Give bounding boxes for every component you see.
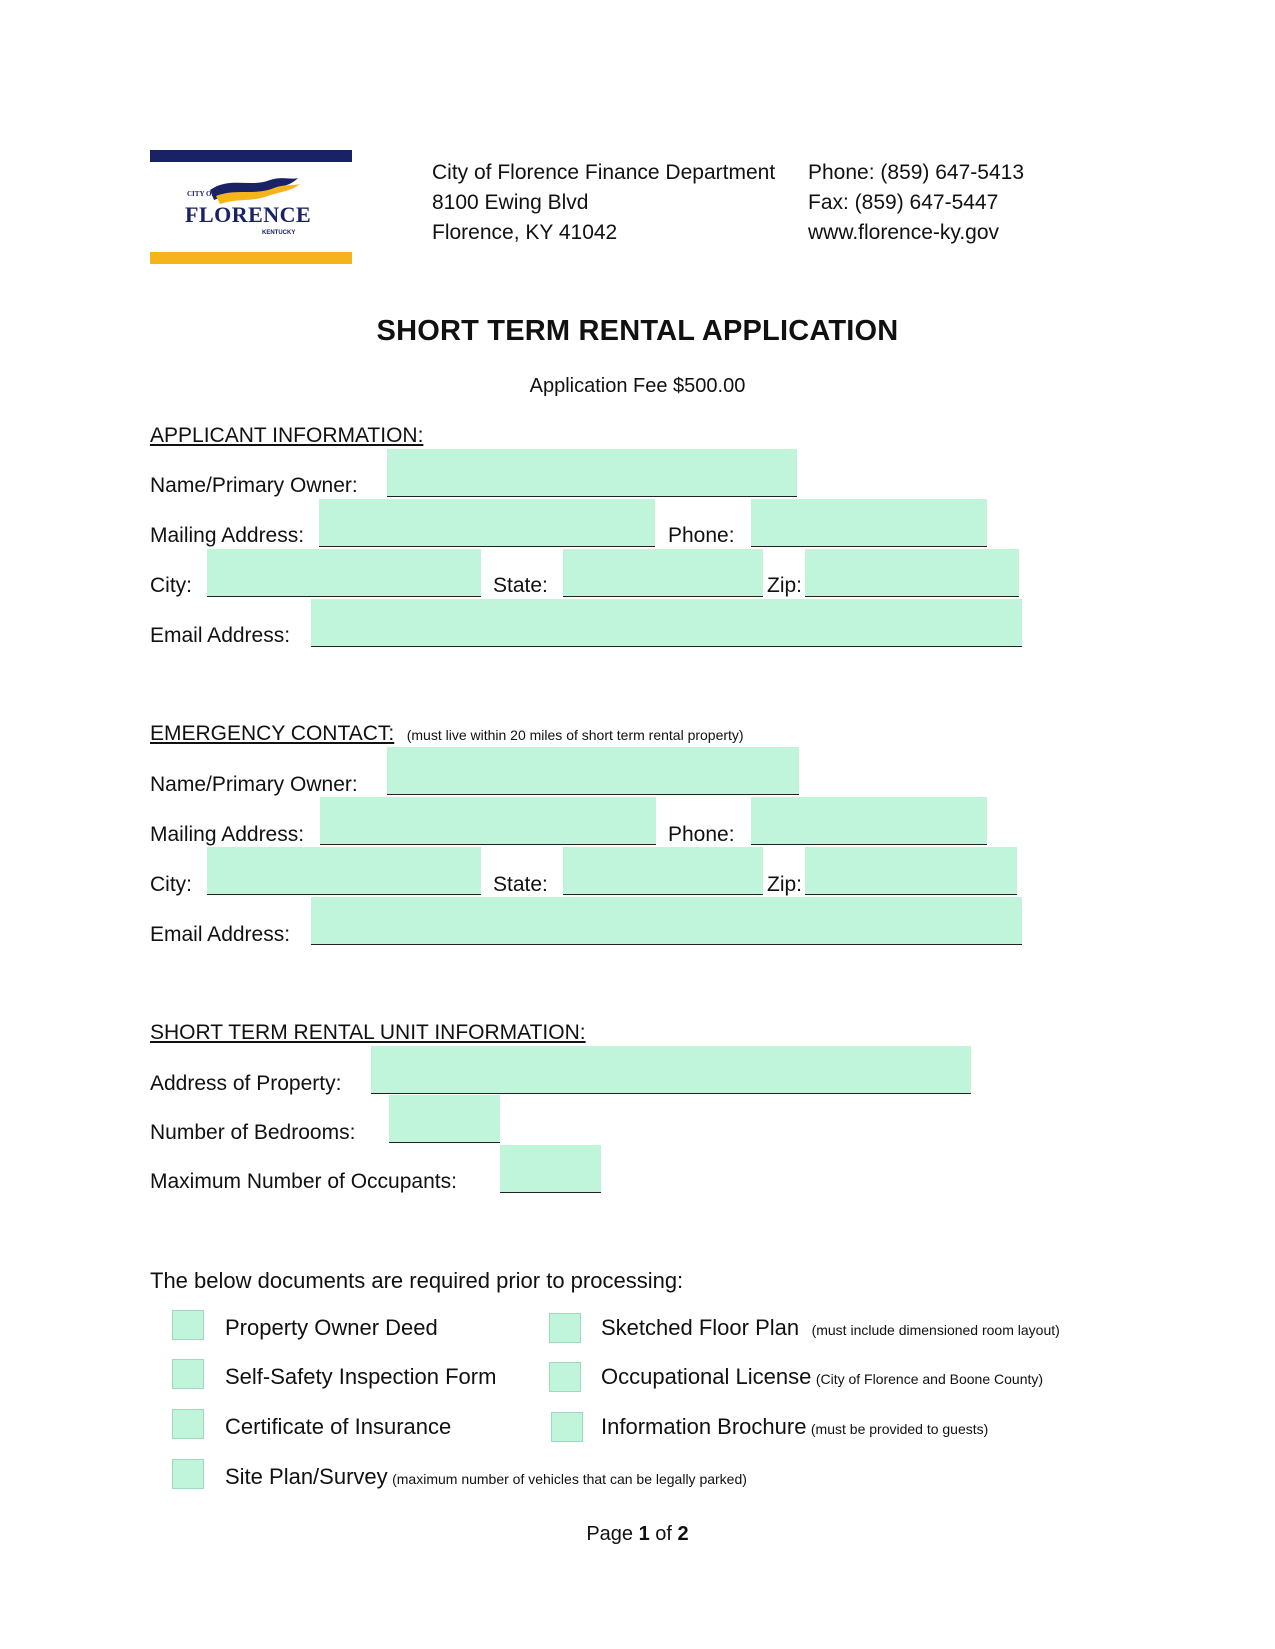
site-plan-note: (maximum number of vehicles that can be legally parked)	[392, 1471, 747, 1487]
emergency-city-input[interactable]	[207, 847, 481, 895]
emergency-zip-label: Zip:	[767, 873, 803, 896]
application-fee: Application Fee $500.00	[529, 375, 746, 397]
occupational-license-note: (City of Florence and Boone County)	[815, 1371, 1044, 1387]
page-total: 2	[677, 1523, 689, 1545]
bedrooms-label: Number of Bedrooms:	[150, 1121, 356, 1144]
occupants-input[interactable]	[500, 1145, 601, 1193]
page-title: SHORT TERM RENTAL APPLICATION	[376, 315, 899, 347]
emergency-note: (must live within 20 miles of short term rental property)	[406, 727, 744, 743]
applicant-email-input[interactable]	[311, 599, 1022, 647]
floor-plan-note: (must include dimensioned room layout)	[811, 1322, 1060, 1338]
floor-plan-checkbox[interactable]	[549, 1313, 581, 1343]
floor-plan-label: Sketched Floor Plan	[601, 1315, 800, 1340]
emergency-city-label: City:	[150, 873, 192, 896]
department-address-block	[432, 158, 775, 248]
property-address-label: Address of Property:	[150, 1072, 342, 1095]
safety-inspection-label: Self-Safety Inspection Form	[225, 1364, 497, 1389]
page-current: 1	[638, 1523, 650, 1545]
emergency-heading: EMERGENCY CONTACT:	[150, 722, 395, 745]
site-plan-checkbox[interactable]	[172, 1459, 204, 1489]
floor-plan-row	[601, 1315, 1060, 1341]
occupational-license-checkbox[interactable]	[549, 1362, 581, 1392]
site-plan-label: Site Plan/Survey	[225, 1464, 388, 1489]
applicant-state-input[interactable]	[563, 549, 763, 597]
page-word: Page	[586, 1523, 634, 1545]
logo-top-bar	[150, 150, 352, 162]
svg-text:FLORENCE: FLORENCE	[185, 202, 312, 227]
of-word: of	[655, 1523, 672, 1545]
contact-block	[808, 158, 1024, 248]
property-address-input[interactable]	[371, 1046, 971, 1094]
applicant-phone-input[interactable]	[751, 499, 987, 547]
unit-heading: SHORT TERM RENTAL UNIT INFORMATION:	[150, 1021, 586, 1044]
phone-text: Phone: (859) 647-5413	[808, 161, 1024, 184]
emergency-phone-input[interactable]	[751, 797, 987, 845]
occupants-label: Maximum Number of Occupants:	[150, 1170, 457, 1193]
emergency-email-label: Email Address:	[150, 923, 291, 946]
department-name: City of Florence Finance Department	[432, 161, 776, 184]
emergency-heading-row	[150, 722, 744, 746]
occupational-license-label: Occupational License	[601, 1364, 812, 1389]
brochure-row	[601, 1414, 988, 1440]
deed-checkbox[interactable]	[172, 1310, 204, 1340]
bedrooms-input[interactable]	[389, 1095, 500, 1143]
applicant-mailing-input[interactable]	[319, 499, 655, 547]
website-link[interactable]: www.florence-ky.gov	[808, 221, 1000, 244]
brochure-label: Information Brochure	[601, 1414, 807, 1439]
street-address: 8100 Ewing Blvd	[432, 191, 589, 214]
applicant-phone-label: Phone:	[668, 524, 735, 547]
city-state-zip: Florence, KY 41042	[432, 221, 618, 244]
svg-text:KENTUCKY: KENTUCKY	[262, 230, 296, 236]
occupational-license-row	[601, 1364, 1043, 1390]
applicant-state-label: State:	[493, 574, 548, 597]
emergency-state-label: State:	[493, 873, 548, 896]
emergency-name-label: Name/Primary Owner:	[150, 773, 358, 796]
page-footer	[0, 1523, 1275, 1546]
emergency-phone-label: Phone:	[668, 823, 735, 846]
emergency-name-input[interactable]	[387, 747, 799, 795]
applicant-name-input[interactable]	[387, 449, 797, 497]
applicant-email-label: Email Address:	[150, 624, 291, 647]
applicant-heading: APPLICANT INFORMATION:	[150, 424, 424, 447]
emergency-zip-input[interactable]	[805, 847, 1017, 895]
safety-inspection-checkbox[interactable]	[172, 1359, 204, 1389]
fax-text: Fax: (859) 647-5447	[808, 191, 999, 214]
deed-label: Property Owner Deed	[225, 1315, 438, 1340]
city-logo	[150, 150, 352, 264]
emergency-mailing-input[interactable]	[320, 797, 656, 845]
emergency-state-input[interactable]	[563, 847, 763, 895]
svg-text:CITY OF: CITY OF	[187, 190, 216, 198]
emergency-email-input[interactable]	[311, 897, 1022, 945]
brochure-checkbox[interactable]	[551, 1412, 583, 1442]
insurance-label: Certificate of Insurance	[225, 1414, 452, 1439]
applicant-mailing-label: Mailing Address:	[150, 524, 305, 547]
insurance-checkbox[interactable]	[172, 1409, 204, 1439]
logo-bottom-bar	[150, 252, 352, 264]
documents-intro: The below documents are required prior to processing:	[150, 1268, 684, 1293]
brochure-note: (must be provided to guests)	[810, 1421, 989, 1437]
applicant-city-input[interactable]	[207, 549, 481, 597]
applicant-name-label: Name/Primary Owner:	[150, 474, 358, 497]
applicant-city-label: City:	[150, 574, 192, 597]
applicant-zip-label: Zip:	[767, 574, 803, 597]
applicant-zip-input[interactable]	[805, 549, 1019, 597]
site-plan-row	[225, 1464, 747, 1490]
emergency-mailing-label: Mailing Address:	[150, 823, 305, 846]
florence-logo-icon	[150, 162, 352, 252]
